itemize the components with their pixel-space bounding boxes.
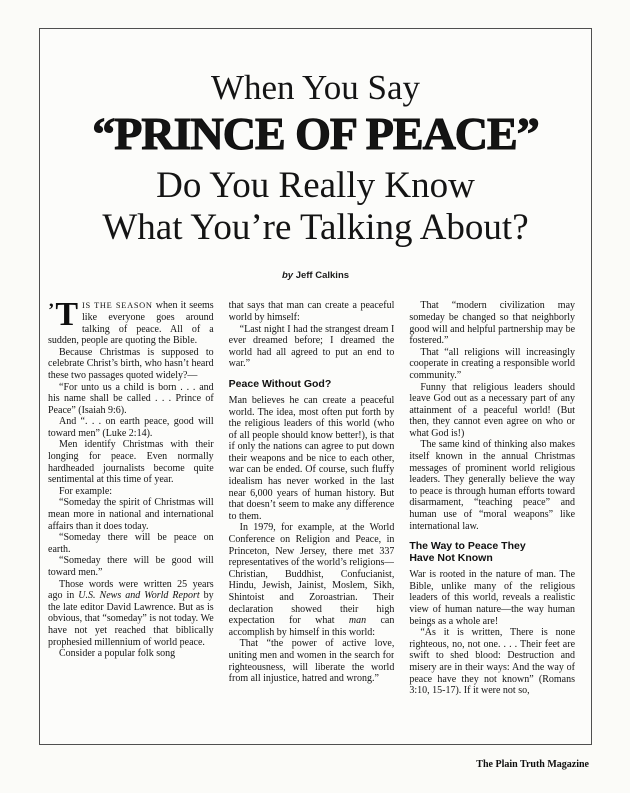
text-segment: For example: [59, 485, 113, 497]
paragraph [229, 395, 395, 523]
opening-paragraph [48, 300, 214, 346]
section-heading: Peace Without God? [228, 377, 332, 390]
text-segment: “Someday there will be peace on earth. [48, 532, 214, 555]
byline [40, 270, 591, 281]
text-segment: Man believes he can create a peaceful world. The idea, most often put forth by the religious leaders of this world (who of all people should know better!), is that if only the nations can agree to put down their weapons and be nice to each other, war can be ended. Of course, such fluffy idealism has never worked in the last near 6,000 years of human history. But that doesn’t seem to make any difference to them. [228, 394, 395, 522]
article-title-line-2: “PRINCE OF PEACE” [92, 107, 539, 159]
paragraph [229, 324, 395, 370]
text-segment: when it seems like everyone goes around talking of peace. All of a sudden, people are quoting the Bible. [48, 300, 214, 347]
paragraph [48, 486, 214, 498]
magazine-name: The Plain Truth Magazine [476, 759, 589, 770]
text-segment: War is rooted in the nature of man. The Bible, unlike many of the religious leaders of this world, reveals a realistic view of human nature—the way human beings as a whole are! [409, 569, 576, 627]
text-segment: “Someday the spirit of Christmas will mean more in national and international affairs than it does today. [48, 497, 214, 532]
paragraph [409, 382, 575, 440]
paragraph [409, 439, 575, 532]
article-columns [40, 281, 591, 743]
drop-cap: ’T [48, 300, 79, 334]
text-segment: “Last night I had the strangest dream I ever dreamed before; I dreamed the world had all agreed to put an end to war.” [228, 323, 395, 370]
article-title-line-1: When You Say [210, 68, 421, 107]
text-column-2 [229, 300, 395, 743]
text-column-3 [409, 300, 575, 743]
paragraph [409, 300, 575, 346]
text-segment: “For unto us a child is born . . . and his name shall be called . . . Prince of Peace” (Isaiah 9:6). [48, 381, 214, 416]
text-segment: In 1979, for example, at the World Conference on Religion and Peace, in Princeton, New Jersey, there met 337 representatives of the world’s religions—Christian, Buddhist, Confucianist, Hindu, Jewish, Jainist, Moslem, Sikh, Shintoist and Zoroastrian. Their declaration showed their high expectation for what [228, 522, 395, 627]
italic-text-segment: U.S. News and World Report [78, 590, 200, 602]
paragraph [48, 416, 214, 439]
article-title [40, 70, 591, 247]
paragraph [409, 347, 575, 382]
paragraph [48, 579, 214, 649]
paragraph [48, 347, 214, 382]
byline-prefix: by [281, 270, 296, 282]
text-segment: The same kind of thinking also makes itself known in the annual Christmas messages of prominent world religious leaders. They generally believe the way to peace is through human efforts toward disarmament, “teaching peace” and human use of “moral weapons” like international law. [409, 439, 576, 532]
text-segment: Because Christmas is supposed to celebrate Christ’s birth, who hasn’t heard these two passages quoted widely?— [48, 346, 214, 381]
article-title-line-4: What You’re Talking About? [102, 206, 529, 248]
text-segment: Those words were written 25 years ago in [48, 578, 214, 602]
italic-text-segment: man [348, 615, 367, 627]
text-segment: “As it is written, There is none righteous, no, not one. . . . Their feet are swift to shed blood: Destruction and misery are in their ways: And the way of peace have they not known” (Romans 3:10, 15-17). If it were not so, [409, 627, 576, 697]
paragraph [48, 648, 214, 660]
text-segment: can accomplish by himself in this world: [228, 615, 395, 638]
paragraph [48, 497, 214, 532]
small-caps-lead: IS THE SEASON [82, 301, 153, 311]
text-segment: And “. . . on earth peace, good will toward men” (Luke 2:14). [48, 416, 214, 439]
text-segment: by the late editor David Lawrence. But as is obvious, that “someday” is not today. We have not yet reached that biblically prophesied millennium of world peace. [48, 590, 214, 648]
text-segment: Consider a popular folk song [59, 648, 176, 660]
paragraph [229, 522, 395, 638]
paragraph [229, 300, 395, 323]
section-heading: The Way to Peace They Have Not Known [409, 540, 526, 565]
paragraph [48, 532, 214, 555]
paragraph [48, 439, 214, 485]
text-segment: That “all religions will increasingly cooperate in creating a responsible world community.” [409, 346, 576, 381]
text-segment: Funny that religious leaders should leave God out as a necessary part of any attainment of a peaceful world! (But then, they cannot even agree on who or what God is!) [409, 381, 576, 439]
page-frame [39, 28, 592, 745]
article-title-line-3: Do You Really Know [156, 164, 475, 206]
text-segment: “Someday there will be good will toward men.” [48, 555, 214, 578]
text-segment: that says that man can create a peaceful world by himself: [228, 300, 395, 323]
paragraph [409, 569, 575, 627]
paragraph [409, 627, 575, 697]
paragraph [48, 555, 214, 578]
text-segment: Men identify Christmas with their longing for peace. Even normally hardheaded journalists become quite sentimental at this time of year. [48, 439, 214, 486]
text-column-1 [48, 300, 214, 743]
paragraph [48, 382, 214, 417]
drop-cap-apostrophe: ’ [48, 300, 55, 322]
text-segment: That “the power of active love, uniting men and women in the search for righteousness, will liberate the world from all injustice, hatred and wrong.” [228, 638, 395, 685]
byline-author: Jeff Calkins [295, 270, 350, 282]
text-segment: That “modern civilization may someday be changed so that neighborly good will and helpful partnership may be fostered.” [409, 300, 576, 347]
paragraph [229, 638, 395, 684]
